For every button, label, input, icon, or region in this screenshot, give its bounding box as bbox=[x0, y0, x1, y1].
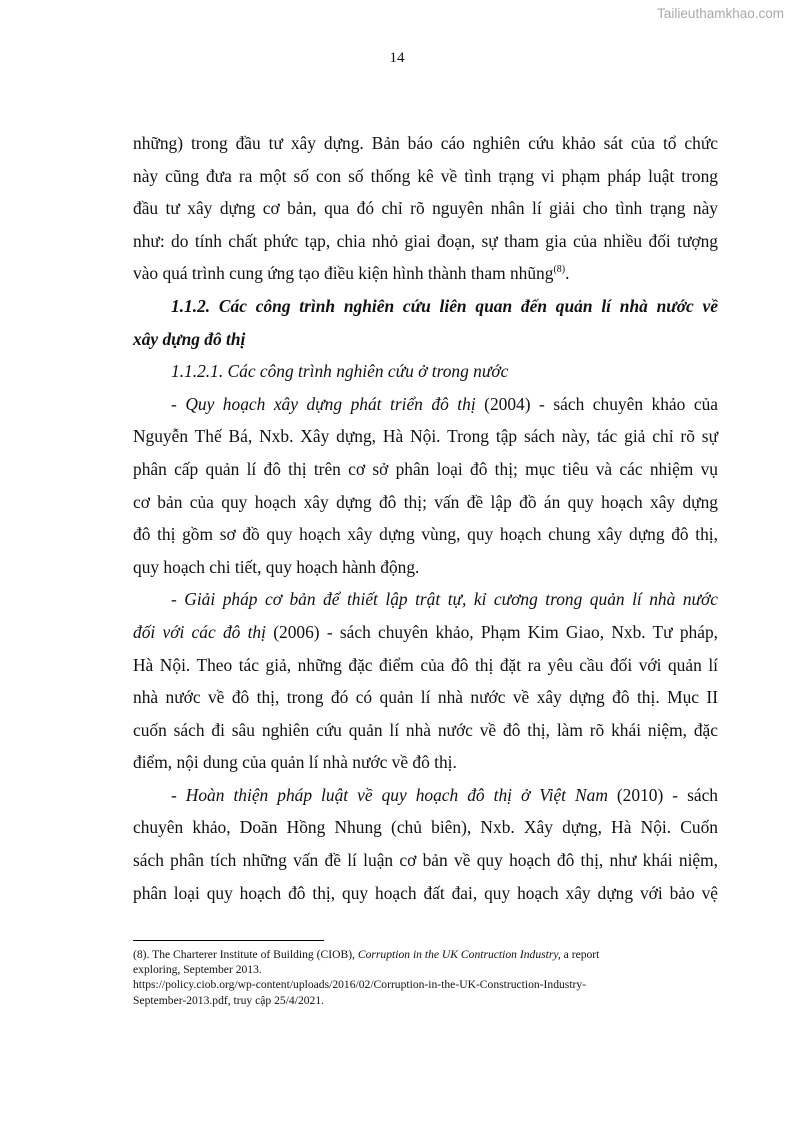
watermark: Tailieuthamkhao.com bbox=[657, 6, 784, 21]
footnote-line: September-2013.pdf, truy cập 25/4/2021. bbox=[133, 993, 325, 1007]
body-line: nhà nước về đô thị, trong đó có quản lí nhà nước về xây dựng đô thị. Mục II bbox=[133, 687, 718, 708]
body-line: như: do tính chất phức tạp, chia nhỏ giai đoạn, sự tham gia của nhiều đối tượng bbox=[133, 230, 718, 251]
body-line: Hà Nội. Theo tác giả, những đặc điểm của đô thị đặt ra yêu cầu đối với quản lí bbox=[133, 654, 718, 675]
section-heading-line: 1.1.2. Các công trình nghiên cứu liên quan đến quản lí nhà nước về bbox=[171, 295, 718, 316]
body-line: - Quy hoạch xây dựng phát triển đô thị (2004) - sách chuyên khảo của bbox=[171, 393, 718, 414]
body-line: sách phân tích những vấn đề lí luận cơ bản về quy hoạch đô thị, như khái niệm, bbox=[133, 850, 718, 871]
body-line: quy hoạch chi tiết, quy hoạch hành động. bbox=[133, 556, 420, 577]
body-line: đối với các đô thị (2006) - sách chuyên khảo, Phạm Kim Giao, Nxb. Tư pháp, bbox=[133, 621, 719, 642]
footnote-line: exploring, September 2013. bbox=[133, 963, 262, 977]
body-line: phân loại quy hoạch đô thị, quy hoạch đất đai, quy hoạch xây dựng với bảo vệ bbox=[133, 882, 718, 903]
body-line: chuyên khảo, Doãn Hồng Nhung (chủ biên), Nxb. Xây dựng, Hà Nội. Cuốn bbox=[133, 817, 718, 838]
book-title: - Giải pháp cơ bản để thiết lập trật tự, kỉ cương trong quản lí nhà nước bbox=[171, 589, 718, 610]
subsection-heading: 1.1.2.1. Các công trình nghiên cứu ở trong nước bbox=[171, 361, 509, 382]
book-title: Quy hoạch xây dựng phát triển đô thị bbox=[185, 393, 476, 414]
body-line: cuốn sách đi sâu nghiên cứu quản lí nhà nước về đô thị, làm rõ khái niệm, đặc bbox=[133, 719, 718, 740]
body-line: phân cấp quản lí đô thị trên cơ sở phân loại đô thị; mục tiêu và các nhiệm vụ bbox=[133, 458, 718, 479]
body-line: những) trong đầu tư xây dựng. Bản báo cáo nghiên cứu khảo sát của tổ chức bbox=[133, 133, 718, 153]
body-line: vào quá trình cung ứng tạo điều kiện hình thành tham nhũng$^{(8)}$. bbox=[133, 263, 570, 284]
body-line: đô thị gồm sơ đồ quy hoạch xây dựng vùng, quy hoạch chung xây dựng đô thị, bbox=[133, 524, 718, 545]
footnote-line: (8). The Charterer Institute of Building (CIOB), Corruption in the UK Contruction Industry, a report bbox=[133, 948, 600, 961]
section-heading-line: xây dựng đô thị bbox=[133, 328, 246, 349]
footnote-ref[interactable]: (8) bbox=[553, 264, 566, 276]
body-line: cơ bản của quy hoạch xây dựng đô thị; vấn đề lập đồ án quy hoạch xây dựng bbox=[133, 491, 718, 512]
page-number: 14 bbox=[389, 50, 405, 66]
document-body bbox=[133, 127, 718, 909]
body-line: - Hoàn thiện pháp luật về quy hoạch đô thị ở Việt Nam (2010) - sách bbox=[171, 784, 718, 805]
footnote-divider bbox=[133, 940, 324, 941]
footnote bbox=[133, 947, 718, 1008]
book-title: - Hoàn thiện pháp luật về quy hoạch đô thị ở Việt Nam bbox=[171, 784, 608, 805]
body-line: điểm, nội dung của quản lí nhà nước về đô thị. bbox=[133, 752, 457, 773]
body-line: đầu tư xây dựng cơ bản, qua đó chỉ rõ nguyên nhân lí giải cho tình trạng này bbox=[133, 198, 718, 219]
footnote-url[interactable]: https://policy.ciob.org/wp-content/uploads/2016/02/Corruption-in-the-UK-Construction-Industry- bbox=[133, 978, 587, 992]
book-title: đối với các đô thị bbox=[133, 621, 266, 642]
body-line: này cũng đưa ra một số con số thống kê về tình trạng vi phạm pháp luật trong bbox=[133, 165, 718, 186]
body-line: Nguyễn Thế Bá, Nxb. Xây dựng, Hà Nội. Trong tập sách này, tác giả chỉ rõ sự bbox=[133, 426, 718, 447]
